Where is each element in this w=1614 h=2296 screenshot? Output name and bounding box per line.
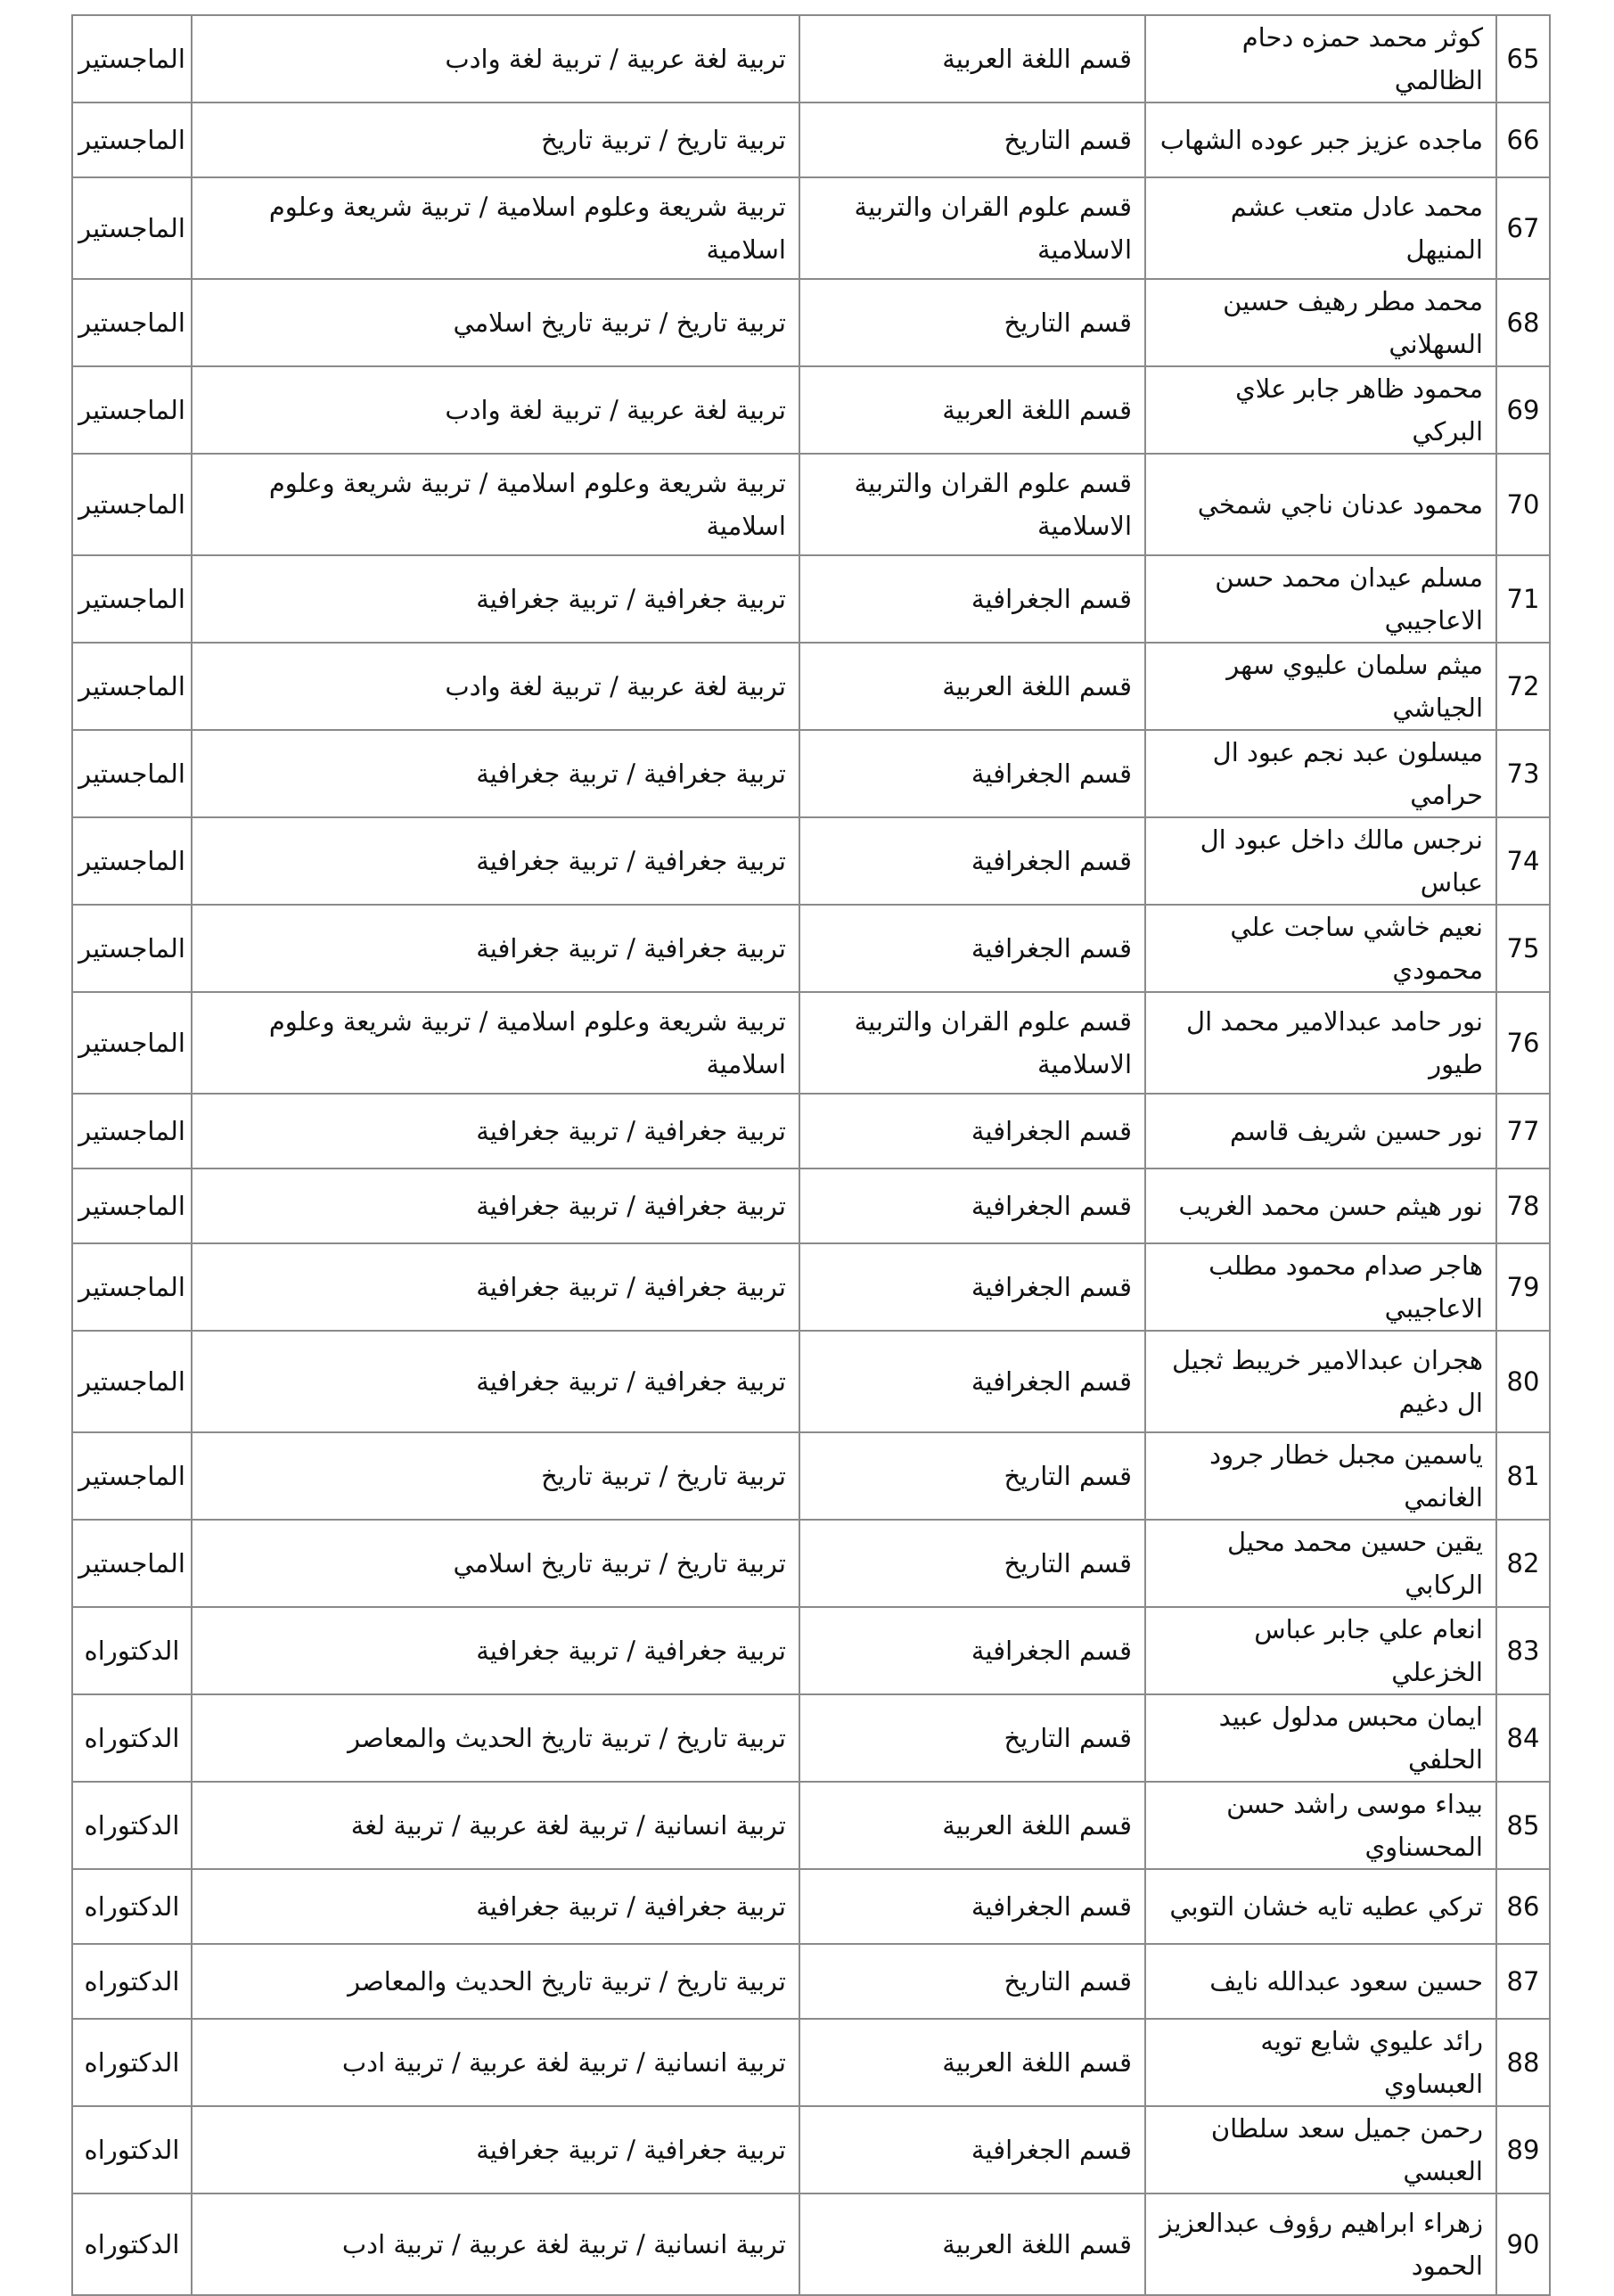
degree-cell: الدكتوراه (72, 2106, 192, 2194)
specialization-cell: تربية تاريخ / تربية تاريخ اسلامي (192, 279, 799, 366)
degree-cell: الماجستير (72, 1432, 192, 1520)
department-cell: قسم التاريخ (799, 102, 1145, 177)
specialization-cell: تربية انسانية / تربية لغة عربية / تربية ادب (192, 2194, 799, 2295)
student-name-cell: تركي عطيه تايه خشان التوبي (1145, 1869, 1496, 1944)
department-cell: قسم الجغرافية (799, 905, 1145, 992)
department-cell: قسم اللغة العربية (799, 366, 1145, 454)
row-number-cell: 76 (1496, 992, 1550, 1094)
table-row (72, 1520, 1550, 1607)
degree-cell: الدكتوراه (72, 1782, 192, 1869)
student-name-cell: محمود ظاهر جابر علاي البركي (1145, 366, 1496, 454)
student-name-cell: زهراء ابراهيم رؤوف عبدالعزيز الحمود (1145, 2194, 1496, 2295)
degree-cell: الدكتوراه (72, 1944, 192, 2019)
department-cell: قسم علوم القران والتربية الاسلامية (799, 177, 1145, 279)
row-number-cell: 73 (1496, 730, 1550, 817)
specialization-cell: تربية لغة عربية / تربية لغة وادب (192, 643, 799, 730)
table-row (72, 1331, 1550, 1432)
row-number-cell: 89 (1496, 2106, 1550, 2194)
student-name-cell: هجران عبدالامير خريبط ثجيل ال دغيم (1145, 1331, 1496, 1432)
student-name-cell: حسين سعود عبدالله نايف (1145, 1944, 1496, 2019)
degree-cell: الماجستير (72, 366, 192, 454)
specialization-cell: تربية تاريخ / تربية تاريخ اسلامي (192, 1520, 799, 1607)
specialization-cell: تربية تاريخ / تربية تاريخ الحديث والمعاصر (192, 1944, 799, 2019)
department-cell: قسم الجغرافية (799, 1243, 1145, 1331)
student-name-cell: نور هيثم حسن محمد الغريب (1145, 1168, 1496, 1243)
specialization-cell: تربية شريعة وعلوم اسلامية / تربية شريعة وعلوم اسلامية (192, 454, 799, 555)
specialization-cell: تربية جغرافية / تربية جغرافية (192, 555, 799, 643)
department-cell: قسم التاريخ (799, 279, 1145, 366)
student-name-cell: يقين حسين محمد محيل الركابي (1145, 1520, 1496, 1607)
department-cell: قسم التاريخ (799, 1520, 1145, 1607)
table-row (72, 817, 1550, 905)
department-cell: قسم التاريخ (799, 1694, 1145, 1782)
student-name-cell: كوثر محمد حمزه دحام الظالمي (1145, 15, 1496, 102)
department-cell: قسم اللغة العربية (799, 643, 1145, 730)
row-number-cell: 69 (1496, 366, 1550, 454)
specialization-cell: تربية جغرافية / تربية جغرافية (192, 1243, 799, 1331)
degree-cell: الدكتوراه (72, 2194, 192, 2295)
department-cell: قسم الجغرافية (799, 1869, 1145, 1944)
student-name-cell: محمد مطر رهيف حسين السهلاني (1145, 279, 1496, 366)
department-cell: قسم علوم القران والتربية الاسلامية (799, 454, 1145, 555)
department-cell: قسم الجغرافية (799, 1607, 1145, 1694)
degree-cell: الدكتوراه (72, 1607, 192, 1694)
table-row (72, 555, 1550, 643)
department-cell: قسم الجغرافية (799, 730, 1145, 817)
student-name-cell: بيداء موسى راشد حسن المحسناوي (1145, 1782, 1496, 1869)
row-number-cell: 85 (1496, 1782, 1550, 1869)
department-cell: قسم الجغرافية (799, 555, 1145, 643)
row-number-cell: 79 (1496, 1243, 1550, 1331)
degree-cell: الماجستير (72, 177, 192, 279)
specialization-cell: تربية جغرافية / تربية جغرافية (192, 1331, 799, 1432)
department-cell: قسم الجغرافية (799, 817, 1145, 905)
row-number-cell: 72 (1496, 643, 1550, 730)
student-name-cell: نرجس مالك داخل عبود ال عباس (1145, 817, 1496, 905)
specialization-cell: تربية تاريخ / تربية تاريخ (192, 102, 799, 177)
specialization-cell: تربية جغرافية / تربية جغرافية (192, 817, 799, 905)
degree-cell: الماجستير (72, 905, 192, 992)
student-name-cell: مسلم عيدان محمد حسن الاعاجيبي (1145, 555, 1496, 643)
department-cell: قسم التاريخ (799, 1432, 1145, 1520)
row-number-cell: 77 (1496, 1094, 1550, 1168)
department-cell: قسم اللغة العربية (799, 2194, 1145, 2295)
degree-cell: الماجستير (72, 1168, 192, 1243)
degree-cell: الماجستير (72, 279, 192, 366)
student-name-cell: محمود عدنان ناجي شمخي (1145, 454, 1496, 555)
table-row (72, 2019, 1550, 2106)
degree-cell: الماجستير (72, 102, 192, 177)
student-name-cell: هاجر صدام محمود مطلب الاعاجيبي (1145, 1243, 1496, 1331)
table-row (72, 1869, 1550, 1944)
degree-cell: الماجستير (72, 1094, 192, 1168)
table-row (72, 730, 1550, 817)
table-row (72, 15, 1550, 102)
degree-cell: الماجستير (72, 992, 192, 1094)
row-number-cell: 82 (1496, 1520, 1550, 1607)
department-cell: قسم اللغة العربية (799, 1782, 1145, 1869)
table-row (72, 1607, 1550, 1694)
specialization-cell: تربية انسانية / تربية لغة عربية / تربية ادب (192, 2019, 799, 2106)
table-row (72, 454, 1550, 555)
specialization-cell: تربية جغرافية / تربية جغرافية (192, 1168, 799, 1243)
table-row (72, 992, 1550, 1094)
row-number-cell: 83 (1496, 1607, 1550, 1694)
table-row (72, 1432, 1550, 1520)
degree-cell: الدكتوراه (72, 1869, 192, 1944)
table-row (72, 1944, 1550, 2019)
student-name-cell: نور حامد عبدالامير محمد ال طيور (1145, 992, 1496, 1094)
row-number-cell: 88 (1496, 2019, 1550, 2106)
table-row (72, 1694, 1550, 1782)
department-cell: قسم الجغرافية (799, 1331, 1145, 1432)
table-row (72, 643, 1550, 730)
student-name-cell: نور حسين شريف قاسم (1145, 1094, 1496, 1168)
degree-cell: الماجستير (72, 1520, 192, 1607)
row-number-cell: 74 (1496, 817, 1550, 905)
table-row (72, 905, 1550, 992)
department-cell: قسم اللغة العربية (799, 15, 1145, 102)
table-row (72, 1243, 1550, 1331)
row-number-cell: 71 (1496, 555, 1550, 643)
row-number-cell: 84 (1496, 1694, 1550, 1782)
table-row (72, 279, 1550, 366)
student-name-cell: ميسلون عبد نجم عبود ال حرامي (1145, 730, 1496, 817)
student-name-cell: ماجده عزيز جبر عوده الشهاب (1145, 102, 1496, 177)
specialization-cell: تربية انسانية / تربية لغة عربية / تربية لغة (192, 1782, 799, 1869)
table-row (72, 1094, 1550, 1168)
department-cell: قسم علوم القران والتربية الاسلامية (799, 992, 1145, 1094)
student-name-cell: رحمن جميل سعد سلطان العبسي (1145, 2106, 1496, 2194)
row-number-cell: 68 (1496, 279, 1550, 366)
degree-cell: الماجستير (72, 643, 192, 730)
specialization-cell: تربية جغرافية / تربية جغرافية (192, 905, 799, 992)
table-row (72, 177, 1550, 279)
degree-cell: الماجستير (72, 454, 192, 555)
degree-cell: الدكتوراه (72, 2019, 192, 2106)
department-cell: قسم الجغرافية (799, 1094, 1145, 1168)
student-name-cell: انعام علي جابر عباس الخزعلي (1145, 1607, 1496, 1694)
department-cell: قسم الجغرافية (799, 1168, 1145, 1243)
row-number-cell: 90 (1496, 2194, 1550, 2295)
degree-cell: الماجستير (72, 15, 192, 102)
department-cell: قسم اللغة العربية (799, 2019, 1145, 2106)
document-sheet (73, 14, 1551, 2296)
row-number-cell: 65 (1496, 15, 1550, 102)
table-row (72, 1168, 1550, 1243)
specialization-cell: تربية تاريخ / تربية تاريخ (192, 1432, 799, 1520)
table-row (72, 102, 1550, 177)
student-name-cell: نعيم خاشي ساجت علي محمودي (1145, 905, 1496, 992)
specialization-cell: تربية لغة عربية / تربية لغة وادب (192, 15, 799, 102)
table-row (72, 366, 1550, 454)
row-number-cell: 81 (1496, 1432, 1550, 1520)
row-number-cell: 80 (1496, 1331, 1550, 1432)
department-cell: قسم الجغرافية (799, 2106, 1145, 2194)
row-number-cell: 67 (1496, 177, 1550, 279)
row-number-cell: 86 (1496, 1869, 1550, 1944)
specialization-cell: تربية لغة عربية / تربية لغة وادب (192, 366, 799, 454)
degree-cell: الماجستير (72, 817, 192, 905)
student-name-cell: ايمان محبس مدلول عبيد الحلفي (1145, 1694, 1496, 1782)
degree-cell: الماجستير (72, 1243, 192, 1331)
specialization-cell: تربية تاريخ / تربية تاريخ الحديث والمعاصر (192, 1694, 799, 1782)
specialization-cell: تربية شريعة وعلوم اسلامية / تربية شريعة وعلوم اسلامية (192, 992, 799, 1094)
degree-cell: الماجستير (72, 730, 192, 817)
department-cell: قسم التاريخ (799, 1944, 1145, 2019)
row-number-cell: 66 (1496, 102, 1550, 177)
specialization-cell: تربية جغرافية / تربية جغرافية (192, 2106, 799, 2194)
student-name-cell: ميثم سلمان عليوي سهر الجياشي (1145, 643, 1496, 730)
table-row (72, 1782, 1550, 1869)
degree-cell: الدكتوراه (72, 1694, 192, 1782)
student-name-cell: محمد عادل متعب عشم المنيهل (1145, 177, 1496, 279)
degree-cell: الماجستير (72, 555, 192, 643)
table-row (72, 2106, 1550, 2194)
specialization-cell: تربية جغرافية / تربية جغرافية (192, 1607, 799, 1694)
row-number-cell: 70 (1496, 454, 1550, 555)
specialization-cell: تربية جغرافية / تربية جغرافية (192, 1869, 799, 1944)
specialization-cell: تربية شريعة وعلوم اسلامية / تربية شريعة وعلوم اسلامية (192, 177, 799, 279)
student-name-cell: رائد عليوي شايع تويه العبساوي (1145, 2019, 1496, 2106)
table-row (72, 2194, 1550, 2295)
row-number-cell: 87 (1496, 1944, 1550, 2019)
students-table (71, 14, 1551, 2296)
students-table-body (72, 15, 1550, 2295)
row-number-cell: 78 (1496, 1168, 1550, 1243)
specialization-cell: تربية جغرافية / تربية جغرافية (192, 730, 799, 817)
student-name-cell: ياسمين مجبل خطار جرود الغانمي (1145, 1432, 1496, 1520)
row-number-cell: 75 (1496, 905, 1550, 992)
degree-cell: الماجستير (72, 1331, 192, 1432)
specialization-cell: تربية جغرافية / تربية جغرافية (192, 1094, 799, 1168)
